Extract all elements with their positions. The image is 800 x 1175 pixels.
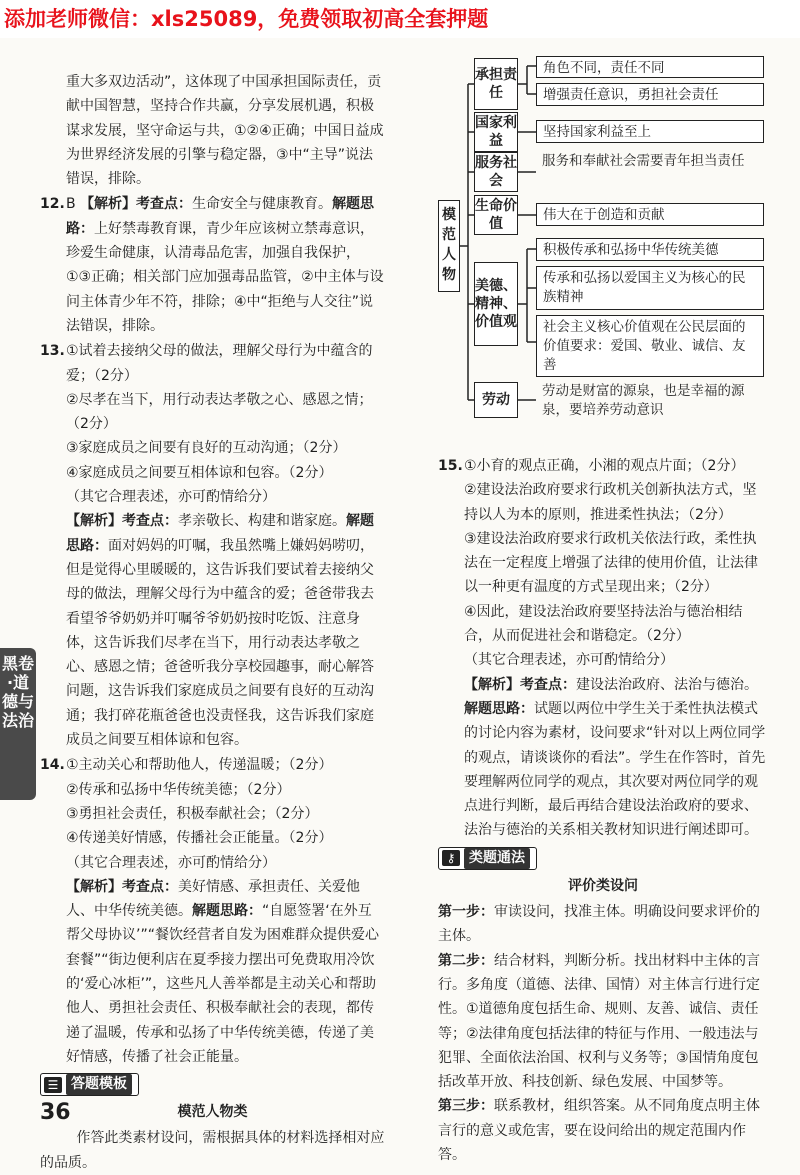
q15-answer-1: ①小育的观点正确，小湘的观点片面；（2分） (464, 458, 745, 474)
q15-answer-2: ②建设法治政府要求行政机关创新执法方式，坚持以人为本的原则，推进柔性执法；（2分） (464, 482, 757, 523)
left-column (40, 70, 385, 1175)
q13-number: 13. (40, 343, 65, 360)
q14-answer-2: ②传承和弘扬中华传统美德；（2分） (66, 781, 291, 798)
category-labor: 劳动 (474, 382, 518, 418)
q14-idea-text: “自愿签署‘在外互帮父母协议’”“餐饮经营者自发为困难群众提供爱心套餐”“街边便利店在夏季接力摆出可免费取用冷饮的‘爱心冰柜’”，这些凡人善举都是主动关心和帮助他人、勇担社会责任、积极奉献社会的表现，都传递了温暖，传承和弘扬了中华传统美德，传递了美好情感，传播了社会正能量。 (66, 903, 379, 1065)
q13-block (40, 339, 385, 752)
q12-answer (40, 192, 385, 338)
q15-block (438, 454, 768, 843)
template-text: 作答此类素材设问，需根据具体的材料选择相对应的品质。 (40, 1130, 385, 1171)
q12-number: 12. (40, 196, 65, 213)
category-virtue-spirit-values: 美德、精神、价值观 (474, 262, 518, 346)
q13-answer-3: ③家庭成员之间要有良好的互动沟通；（2分） (66, 440, 347, 457)
leaf-virtue-3: 社会主义核心价值观在公民层面的价值要求：爱国、敬业、诚信、友善 (536, 315, 764, 377)
q15-note: （其它合理表述，亦可酌情给分） (464, 652, 674, 669)
category-responsibility: 承担责任 (474, 58, 518, 110)
template-title: 模范人物类 (177, 1104, 248, 1121)
method-title: 评价类设问 (568, 877, 638, 894)
q13-label-idea: 解题思路： (66, 513, 374, 554)
q11-continuation: 重大多双边活动”，这体现了中国承担国际责任，贡献中国智慧，坚持合作共赢，分享发展机遇，积极谋求发展，坚守命运与共，①②④正确；中国日益成为世界经济发展的引擎与稳定器，③中“主导”说法错误，排除。 (66, 74, 384, 188)
q14-number: 14. (40, 757, 65, 774)
model-figure-diagram (432, 50, 772, 448)
leaf-serve-society-1: 服务和奉献社会需要青年担当责任 (542, 153, 745, 169)
q14-label-idea: 解题思路： (192, 903, 262, 920)
q12-idea-text: 上好禁毒教育课，青少年应该树立禁毒意识，珍爱生命健康，认清毒品危害，加强自我保护，①③正确；相关部门应加强毒品监管，②中主体与设问主体青少年不符，排除；④中“拒绝与人交往”说法错误，排除。 (66, 220, 384, 334)
q14-note: （其它合理表述，亦可酌情给分） (66, 854, 276, 871)
q12-choice: B (66, 196, 76, 213)
step-2: 第二步：结合材料，判断分析。找出材料中主体的言行。多角度（道德、法律、国情）对主体言行进行定性。①道德角度包括生命、规则、友善、诚信、责任等；②法律角度包括法律的特征与作用、一般违法与犯罪、全面依法治国、权利与义务等；③国情角度包括改革开放、科技创新、绿色发展、中国梦等。 (438, 952, 760, 1091)
q15-point-text: 建设法治政府、法治与德治。 (576, 676, 758, 693)
q15-label-idea: 解题思路： (464, 700, 534, 717)
q12-label-point: 【解析】考查点： (80, 196, 193, 213)
book-icon: ☰ (44, 1077, 62, 1093)
right-column (438, 454, 768, 1167)
q13-answer-4: ④家庭成员之间要互相体谅和包容。（2分） (66, 464, 333, 481)
q14-block (40, 753, 385, 1069)
q15-idea-text: 试题以两位中学生关于柔性执法模式的讨论内容为素材，设问要求“针对以上两位同学的观点，请谈谈你的看法”。学生在作答时，首先要理解两位同学的观点，其次要对两位同学的观点进行判断，最后再结合建设法治政府的要求、法治与德治的关系相关教材知识进行阐述即可。 (464, 700, 766, 839)
q15-number: 15. (438, 458, 463, 474)
q15-label-point: 【解析】考查点： (464, 676, 576, 693)
category-serve-society: 服务社会 (474, 152, 518, 192)
category-national-interest: 国家利益 (474, 112, 518, 152)
leaf-virtue-2: 传承和弘扬以爱国主义为核心的民族精神 (536, 266, 764, 310)
leaf-virtue-1: 积极传承和弘扬中华传统美德 (536, 238, 764, 261)
q14-answer-1: ①主动关心和帮助他人，传递温暖；（2分） (66, 757, 333, 774)
leaf-national-interest-1: 坚持国家利益至上 (536, 120, 764, 143)
category-life-value: 生命价值 (474, 195, 518, 235)
step-3: 第三步：联系教材，组织答案。从不同角度点明主体言行的意义或危害，要在设问给出的规定范围内作答。 (438, 1098, 760, 1164)
q13-label-point: 【解析】考查点： (66, 513, 178, 530)
q13-idea-text: 面对妈妈的叮嘱，我虽然嘴上嫌妈妈唠叨，但是觉得心里暖暖的，这告诉我们要试着去接纳父母的做法，理解父母行为中蕴含的爱；爸爸带我去看望爷爷奶奶并叮嘱爷爷奶奶按时吃饭、注意身体，这告诉我们尽孝在当下，用行动表达孝敬之心、感恩之情；爸爸听我分享校园趣事，耐心解答问题，这告诉我们家庭成员之间要有良好的互动沟通；我打碎花瓶爸爸也没责怪我，这告诉我们家庭成员之间要互相体谅和包容。 (66, 537, 374, 749)
q14-point-text: 美好情感、承担责任、关爱他人、中华传统美德。 (66, 878, 360, 920)
leaf-responsibility-2: 增强责任意识，勇担社会责任 (536, 83, 764, 106)
q14-answer-3: ③勇担社会责任，积极奉献社会；（2分） (66, 805, 319, 822)
leaf-labor-1: 劳动是财富的源泉，也是幸福的源泉，要培养劳动意识 (542, 383, 745, 418)
q13-point-text: 孝亲敬长、构建和谐家庭。 (178, 513, 346, 530)
q13-note: （其它合理表述，亦可酌情给分） (66, 489, 276, 506)
leaf-responsibility-1: 角色不同，责任不同 (536, 56, 764, 78)
q14-answer-4: ④传递美好情感，传播社会正能量。（2分） (66, 830, 333, 847)
q13-answer-1: ①试着去接纳父母的做法，理解父母行为中蕴含的爱；（2分） (66, 343, 373, 384)
step-1: 第一步：审读设问，找准主体。明确设问要求评价的主体。 (438, 904, 760, 945)
answer-template-tag: ☰ 答题模板 (40, 1073, 139, 1096)
q15-answer-3: ③建设法治政府要求行政机关依法行政，柔性执法在一定程度上增强了法律的使用价值，让法律以一种更有温度的方式呈现出来；（2分） (464, 530, 758, 596)
q12-label-idea: 解题思路： (66, 196, 375, 237)
q12-point-text: 生命安全与健康教育。 (192, 196, 333, 213)
diagram-root: 模范人物 (438, 200, 460, 292)
promo-banner: 添加老师微信：xls25089，免费领取初高全套押题 (0, 0, 800, 38)
leaf-life-value-1: 伟大在于创造和贡献 (536, 203, 764, 226)
q15-answer-4: ④因此，建设法治政府要坚持法治与德治相结合，从而促进社会和谐稳定。（2分） (464, 603, 743, 645)
side-section-tab: 黑卷·道德与法治 (0, 648, 36, 800)
q13-answer-2: ②尽孝在当下，用行动表达孝敬之心、感恩之情；（2分） (66, 391, 373, 433)
method-tag: ⚷ 类题通法 (438, 847, 537, 870)
key-icon: ⚷ (442, 850, 460, 866)
q14-label-point: 【解析】考查点： (66, 878, 178, 895)
page-number: 36 (40, 1100, 71, 1125)
